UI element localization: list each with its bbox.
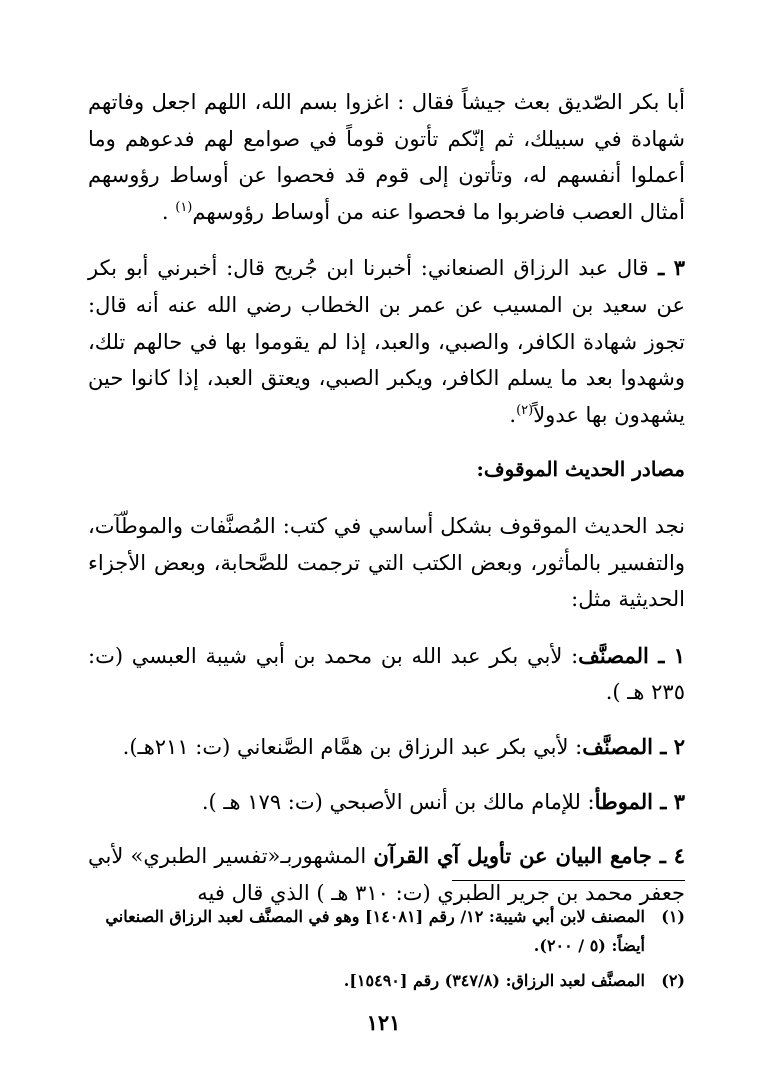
list-item <box>88 784 685 821</box>
intro-text: أبا بكر الصّديق بعث جيشاً فقال : اغزوا بسم الله، اللهم اجعل وفاتهم شهادة في سبيلك، ثم إنّكم تأتون قوماً في صوامع لهم فدعوهم وما أعملوا أنفسهم له، وتأتون إلى قوم قد فحصوا عن أوساط رؤوسهم أمثال العصب فاضربوا ما فحصوا عنه من أوساط رؤوسهم <box>88 90 685 224</box>
footnote-1 <box>88 902 685 960</box>
footnotes <box>88 902 685 1001</box>
footnote-text: المصنَّف لعبد الرزاق: (٣٤٧/٨) رقم [١٥٤٩٠]. <box>343 971 645 990</box>
hadith-3-text: قال عبد الرزاق الصنعاني: أخبرنا ابن جُريح قال: أخبرني أبو بكر عن سعيد بن المسيب عن عمر بن الخطاب رضي الله عنه أنه قال: تجوز شهادة الكافر، والصبي، والعبد، إذا لم يقوموا بها في حالهم تلك، وشهدوا بعد ما يسلم الكافر، ويكبر الصبي، ويعتق العبد، إذا كانوا حين يشهدون بها عدولاً <box>88 256 685 427</box>
hadith-3-paragraph <box>88 250 685 433</box>
item-text: : لأبي بكر عبد الله بن محمد بن أبي شيبة العبسي (ت: ٢٣٥ هـ ). <box>88 643 685 705</box>
list-item <box>88 638 685 711</box>
footnote-2 <box>88 966 685 995</box>
main-text <box>88 84 685 929</box>
sources-intro-paragraph: نجد الحديث الموقوف بشكل أساسي في كتب: المُصنَّفات والموطّآت، والتفسير بالمأثور، وبعض الكتب التي ترجمت للصَّحابة، وبعض الأجزاء الحديثية مثل: <box>88 513 685 612</box>
intro-end: . <box>161 199 176 224</box>
list-item <box>88 838 685 911</box>
section-heading: مصادر الحديث الموقوف: <box>476 457 685 482</box>
item-title: جامع البيان عن تأويل آي القرآن <box>373 843 652 869</box>
footnote-text: المصنف لابن أبي شيبة: ١٢/ رقم [١٤٠٨١] وهو في المصنَّف لعبد الرزاق الصنعاني أيضاً: (٥ / ٢٠٠). <box>105 907 645 955</box>
footnote-separator <box>452 880 685 881</box>
footnote-ref-2[interactable]: (٢) <box>516 402 534 418</box>
item-number: ٤ ـ <box>651 843 685 869</box>
item-number: ١ ـ <box>648 642 685 668</box>
footnote-number: (١) <box>661 907 685 926</box>
item-text: : لأبي بكر عبد الرزاق بن همَّام الصَّنعاني (ت: ٢١١هـ). <box>122 734 583 759</box>
item-title: المصنَّف <box>582 733 653 759</box>
item-text: المشهوربـ«تفسير الطبري» لأبي جعفر محمد بن جرير الطبري (ت: ٣١٠ هـ ) الذي قال فيه <box>88 844 685 905</box>
intro-paragraph <box>88 84 685 230</box>
item-number: ٢ ـ <box>652 733 685 759</box>
footnote-ref-1[interactable]: (١) <box>175 199 193 215</box>
item-number: ٣ ـ <box>652 788 685 814</box>
item-title: المصنَّف <box>578 642 649 668</box>
list-item <box>88 729 685 766</box>
hadith-3-number: ٣ ـ <box>648 255 685 281</box>
item-text: : للإمام مالك بن أنس الأصبحي (ت: ١٧٩ هـ ). <box>201 789 595 814</box>
page-number: ١٢١ <box>366 1010 401 1035</box>
footnote-number: (٢) <box>661 971 685 990</box>
item-title: الموطأ <box>594 788 653 814</box>
hadith-3-end: . <box>509 402 517 427</box>
